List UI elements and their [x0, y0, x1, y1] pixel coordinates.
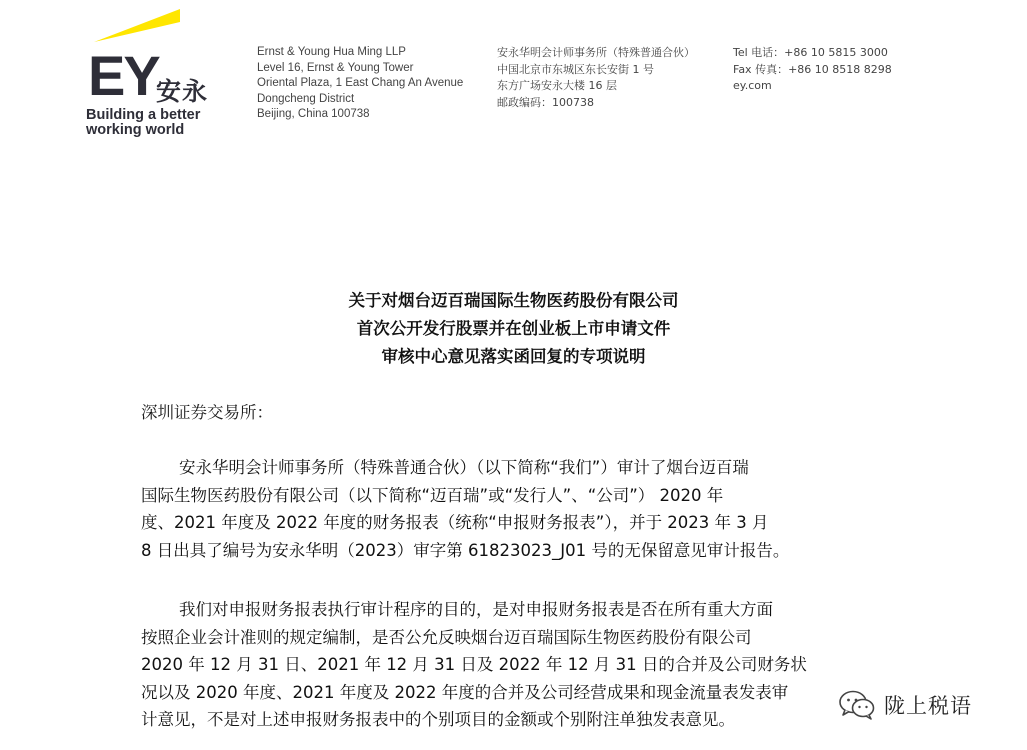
- title-line: 首次公开发行股票并在创业板上市申请文件: [356, 319, 671, 338]
- contact-info: [733, 45, 892, 95]
- watermark-text: 陇上税语: [884, 694, 972, 718]
- ey-tagline-line: Building a better: [86, 107, 201, 123]
- paragraph-line: 度、2021 年度及 2022 年度的财务报表（统称“申报财务报表”），并于 2023 年 3 月: [141, 513, 769, 533]
- ey-tagline: [86, 108, 200, 138]
- phone-line: Tel 电话：+86 10 5815 3000: [733, 46, 888, 59]
- ey-logo: [86, 6, 226, 141]
- wechat-watermark: [838, 688, 972, 722]
- title-line: 关于对烟台迈百瑞国际生物医药股份有限公司: [348, 291, 679, 310]
- ey-logo-cn: 安永: [156, 77, 209, 106]
- paragraph-line: 计意见，不是对上述申报财务报表中的个别项目的金额或个别附注单独发表意见。: [141, 710, 735, 730]
- address-line: 邮政编码：100738: [497, 95, 594, 109]
- address-line: 中国北京市东城区东长安街 1 号: [497, 62, 654, 76]
- address-line: Oriental Plaza, 1 East Chang An Avenue: [257, 77, 464, 89]
- addressee: 深圳证券交易所：: [141, 403, 273, 422]
- wechat-icon: [838, 689, 876, 721]
- address-line: Ernst & Young Hua Ming LLP: [257, 46, 406, 58]
- paragraph-line: 国际生物医药股份有限公司（以下简称“迈百瑞”或“发行人”、“公司”） 2020 年: [141, 485, 724, 505]
- document-title: [0, 287, 1027, 371]
- address-chinese: [497, 45, 695, 111]
- paragraph-line: 按照企业会计准则的规定编制，是否公允反映烟台迈百瑞国际生物医药股份有限公司: [141, 627, 752, 647]
- ey-tagline-line: working world: [86, 122, 185, 138]
- paragraph-line: 我们对申报财务报表执行审计程序的目的，是对申报财务报表是否在所有重大方面: [179, 600, 773, 619]
- address-line: 东方广场安永大楼 16 层: [497, 79, 617, 92]
- paragraph-line: 况以及 2020 年度、2021 年度及 2022 年度的合并及公司经营成果和现金流量表发表审: [141, 682, 789, 702]
- ey-logo-mark: EY: [88, 44, 159, 107]
- address-line: Level 16, Ernst & Young Tower: [257, 61, 414, 74]
- fax-line: Fax 传真：+86 10 8518 8298: [733, 62, 892, 76]
- paragraph-2: [141, 596, 886, 734]
- ey-beam-logo-mark: [86, 6, 186, 46]
- address-english: [257, 45, 463, 123]
- paragraph-line: 安永华明会计师事务所（特殊普通合伙）（以下简称“我们”）审计了烟台迈百瑞: [179, 458, 749, 477]
- paragraph-line: 8 日出具了编号为安永华明（2023）审字第 61823023_J01 号的无保留意见审计报告。: [141, 540, 790, 560]
- website-link[interactable]: ey.com: [733, 79, 772, 92]
- paragraph-1: [141, 454, 886, 564]
- address-line: Dongcheng District: [257, 92, 355, 105]
- title-line: 审核中心意见落实函回复的专项说明: [381, 347, 646, 366]
- address-line: Beijing, China 100738: [257, 108, 370, 120]
- address-line: 安永华明会计师事务所（特殊普通合伙）: [497, 46, 695, 59]
- paragraph-line: 2020 年 12 月 31 日、2021 年 12 月 31 日及 2022 年 12 月 31 日的合并及公司财务状: [141, 655, 807, 675]
